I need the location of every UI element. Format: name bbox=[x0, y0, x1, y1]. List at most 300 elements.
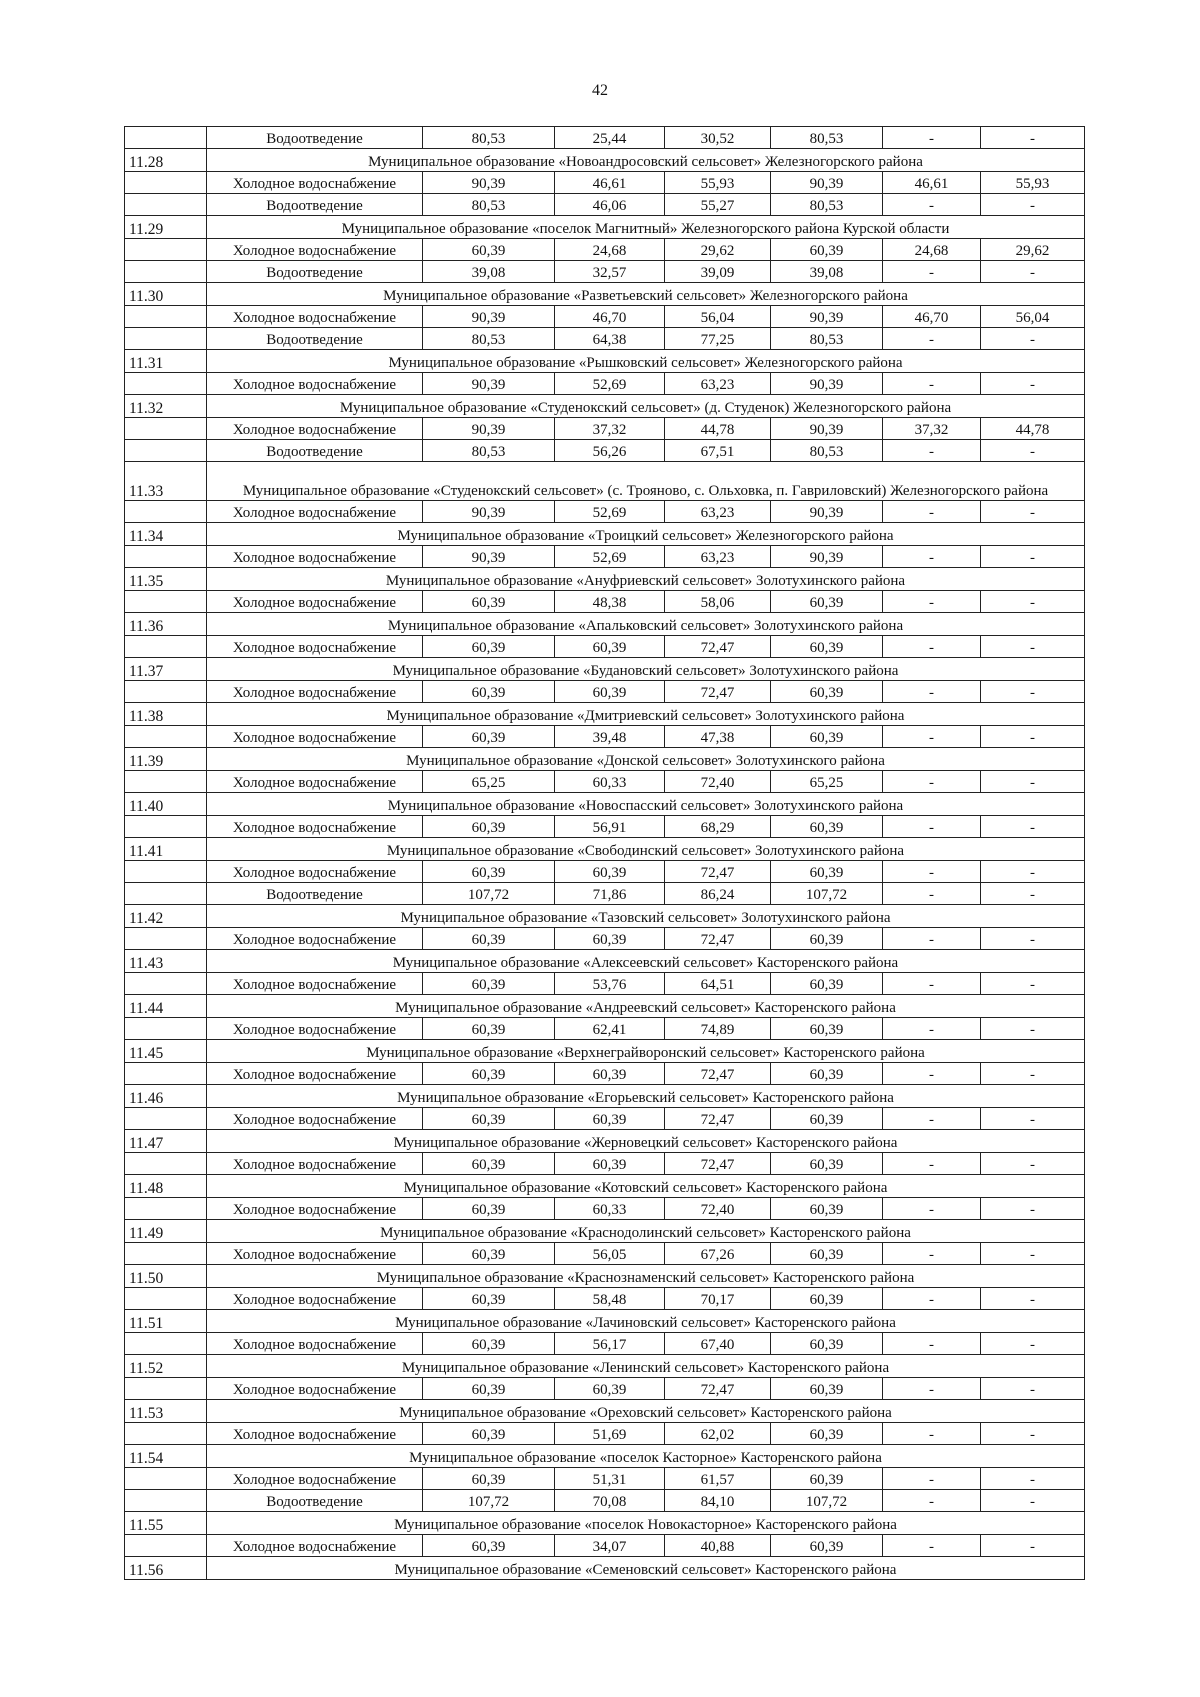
municipality-title: Муниципальное образование «Андреевский сельсовет» Касторенского района bbox=[207, 995, 1085, 1018]
tariff-value-cell: - bbox=[883, 681, 981, 703]
tariff-value-cell: 90,39 bbox=[423, 373, 555, 395]
tariff-value-cell: - bbox=[883, 1333, 981, 1355]
tariff-value-cell: 60,39 bbox=[771, 1423, 883, 1445]
tariff-value-cell: 56,17 bbox=[555, 1333, 665, 1355]
row-number: 11.38 bbox=[125, 703, 207, 726]
service-name: Холодное водоснабжение bbox=[207, 591, 423, 613]
municipality-title: Муниципальное образование «Рышковский сельсовет» Железногорского района bbox=[207, 350, 1085, 373]
municipality-title: Муниципальное образование «Алексеевский сельсовет» Касторенского района bbox=[207, 950, 1085, 973]
tariff-value-cell: - bbox=[981, 1423, 1085, 1445]
tariff-value-cell: 46,61 bbox=[883, 172, 981, 194]
tariff-value-cell: 60,39 bbox=[771, 1378, 883, 1400]
tariff-value-cell: 56,04 bbox=[981, 306, 1085, 328]
tariff-value-cell: - bbox=[883, 1198, 981, 1220]
service-name: Холодное водоснабжение bbox=[207, 1423, 423, 1445]
row-number: 11.45 bbox=[125, 1040, 207, 1063]
municipality-header-row bbox=[125, 1040, 1085, 1063]
service-row bbox=[125, 261, 1085, 283]
row-number bbox=[125, 1018, 207, 1040]
tariff-value-cell: 60,39 bbox=[771, 1468, 883, 1490]
tariff-value-cell: - bbox=[883, 127, 981, 149]
tariff-value-cell: 80,53 bbox=[771, 440, 883, 462]
tariff-value-cell: 60,39 bbox=[555, 861, 665, 883]
tariff-value-cell: 60,39 bbox=[771, 1108, 883, 1130]
municipality-title: Муниципальное образование «Донской сельсовет» Золотухинского района bbox=[207, 748, 1085, 771]
tariff-value-cell: 60,33 bbox=[555, 1198, 665, 1220]
tariff-value-cell: - bbox=[981, 1378, 1085, 1400]
row-number bbox=[125, 973, 207, 995]
tariff-value-cell: 56,26 bbox=[555, 440, 665, 462]
tariff-value-cell: - bbox=[981, 1333, 1085, 1355]
service-name: Холодное водоснабжение bbox=[207, 1535, 423, 1557]
tariff-value-cell: 67,51 bbox=[665, 440, 771, 462]
service-row bbox=[125, 1333, 1085, 1355]
tariff-value-cell: 60,39 bbox=[771, 239, 883, 261]
tariff-value-cell: - bbox=[883, 373, 981, 395]
tariff-value-cell: - bbox=[883, 1243, 981, 1265]
service-row bbox=[125, 1108, 1085, 1130]
tariff-value-cell: 60,39 bbox=[423, 636, 555, 658]
tariff-value-cell: - bbox=[981, 1108, 1085, 1130]
municipality-header-row bbox=[125, 995, 1085, 1018]
tariff-value-cell: 58,48 bbox=[555, 1288, 665, 1310]
tariff-value-cell: 29,62 bbox=[981, 239, 1085, 261]
tariff-value-cell: 60,39 bbox=[555, 1063, 665, 1085]
row-number: 11.42 bbox=[125, 905, 207, 928]
tariff-value-cell: 25,44 bbox=[555, 127, 665, 149]
municipality-header-row bbox=[125, 1265, 1085, 1288]
tariff-value-cell: - bbox=[981, 546, 1085, 568]
service-name: Холодное водоснабжение bbox=[207, 861, 423, 883]
tariff-value-cell: 84,10 bbox=[665, 1490, 771, 1512]
tariff-table-body bbox=[125, 127, 1085, 1580]
municipality-title: Муниципальное образование «Краснодолинский сельсовет» Касторенского района bbox=[207, 1220, 1085, 1243]
service-name: Водоотведение bbox=[207, 194, 423, 216]
row-number bbox=[125, 1423, 207, 1445]
service-row bbox=[125, 861, 1085, 883]
tariff-value-cell: - bbox=[883, 1535, 981, 1557]
service-name: Холодное водоснабжение bbox=[207, 771, 423, 793]
tariff-value-cell: 55,93 bbox=[981, 172, 1085, 194]
tariff-value-cell: 60,39 bbox=[423, 681, 555, 703]
tariff-value-cell: 65,25 bbox=[423, 771, 555, 793]
tariff-value-cell: - bbox=[883, 194, 981, 216]
service-row bbox=[125, 928, 1085, 950]
tariff-value-cell: 80,53 bbox=[771, 328, 883, 350]
tariff-value-cell: 60,33 bbox=[555, 771, 665, 793]
tariff-value-cell: 60,39 bbox=[423, 973, 555, 995]
service-row bbox=[125, 194, 1085, 216]
tariff-value-cell: 67,26 bbox=[665, 1243, 771, 1265]
tariff-value-cell: 37,32 bbox=[555, 418, 665, 440]
service-name: Водоотведение bbox=[207, 883, 423, 905]
tariff-value-cell: 60,39 bbox=[423, 1198, 555, 1220]
tariff-value-cell: - bbox=[981, 1288, 1085, 1310]
tariff-value-cell: 60,39 bbox=[423, 816, 555, 838]
service-name: Водоотведение bbox=[207, 261, 423, 283]
row-number bbox=[125, 636, 207, 658]
tariff-value-cell: - bbox=[981, 591, 1085, 613]
tariff-value-cell: 72,40 bbox=[665, 771, 771, 793]
tariff-value-cell: 60,39 bbox=[771, 1198, 883, 1220]
tariff-value-cell: 60,39 bbox=[423, 591, 555, 613]
row-number bbox=[125, 861, 207, 883]
municipality-header-row bbox=[125, 613, 1085, 636]
tariff-value-cell: 60,39 bbox=[423, 928, 555, 950]
tariff-value-cell: 60,39 bbox=[771, 1333, 883, 1355]
tariff-value-cell: 71,86 bbox=[555, 883, 665, 905]
service-row bbox=[125, 1535, 1085, 1557]
service-name: Холодное водоснабжение bbox=[207, 1153, 423, 1175]
row-number: 11.36 bbox=[125, 613, 207, 636]
row-number bbox=[125, 501, 207, 523]
tariff-value-cell: - bbox=[981, 861, 1085, 883]
tariff-value-cell: - bbox=[981, 1063, 1085, 1085]
service-row bbox=[125, 172, 1085, 194]
tariff-value-cell: 60,39 bbox=[555, 1108, 665, 1130]
row-number: 11.30 bbox=[125, 283, 207, 306]
municipality-header-row bbox=[125, 462, 1085, 501]
tariff-value-cell: - bbox=[981, 771, 1085, 793]
tariff-value-cell: 52,69 bbox=[555, 546, 665, 568]
service-name: Холодное водоснабжение bbox=[207, 1018, 423, 1040]
row-number bbox=[125, 1108, 207, 1130]
tariff-value-cell: - bbox=[883, 1018, 981, 1040]
tariff-value-cell: 56,04 bbox=[665, 306, 771, 328]
tariff-value-cell: 72,47 bbox=[665, 681, 771, 703]
tariff-value-cell: - bbox=[883, 1063, 981, 1085]
service-row bbox=[125, 127, 1085, 149]
service-name: Холодное водоснабжение bbox=[207, 928, 423, 950]
tariff-value-cell: - bbox=[981, 1468, 1085, 1490]
tariff-value-cell: 60,39 bbox=[555, 1153, 665, 1175]
tariff-value-cell: 90,39 bbox=[423, 172, 555, 194]
tariff-value-cell: - bbox=[981, 1198, 1085, 1220]
municipality-title: Муниципальное образование «поселок Магнитный» Железногорского района Курской области bbox=[207, 216, 1085, 239]
row-number: 11.34 bbox=[125, 523, 207, 546]
tariff-value-cell: 46,06 bbox=[555, 194, 665, 216]
tariff-value-cell: 60,39 bbox=[771, 1018, 883, 1040]
tariff-value-cell: 55,93 bbox=[665, 172, 771, 194]
tariff-value-cell: 51,69 bbox=[555, 1423, 665, 1445]
row-number bbox=[125, 1198, 207, 1220]
tariff-value-cell: 60,39 bbox=[771, 681, 883, 703]
municipality-title: Муниципальное образование «Котовский сельсовет» Касторенского района bbox=[207, 1175, 1085, 1198]
municipality-title: Муниципальное образование «поселок Касторное» Касторенского района bbox=[207, 1445, 1085, 1468]
row-number: 11.49 bbox=[125, 1220, 207, 1243]
service-name: Холодное водоснабжение bbox=[207, 1288, 423, 1310]
row-number bbox=[125, 816, 207, 838]
municipality-header-row bbox=[125, 1175, 1085, 1198]
tariff-value-cell: 70,08 bbox=[555, 1490, 665, 1512]
municipality-header-row bbox=[125, 1085, 1085, 1108]
service-row bbox=[125, 1153, 1085, 1175]
tariff-value-cell: 72,47 bbox=[665, 1378, 771, 1400]
municipality-title: Муниципальное образование «Апальковский сельсовет» Золотухинского района bbox=[207, 613, 1085, 636]
row-number bbox=[125, 591, 207, 613]
tariff-value-cell: 60,39 bbox=[771, 726, 883, 748]
municipality-title: Муниципальное образование «Тазовский сельсовет» Золотухинского района bbox=[207, 905, 1085, 928]
tariff-value-cell: 60,39 bbox=[555, 681, 665, 703]
service-name: Холодное водоснабжение bbox=[207, 1378, 423, 1400]
municipality-header-row bbox=[125, 149, 1085, 172]
row-number: 11.39 bbox=[125, 748, 207, 771]
tariff-value-cell: 51,31 bbox=[555, 1468, 665, 1490]
tariff-value-cell: 60,39 bbox=[771, 816, 883, 838]
tariff-value-cell: 60,39 bbox=[771, 1535, 883, 1557]
row-number: 11.55 bbox=[125, 1512, 207, 1535]
tariff-value-cell: - bbox=[981, 127, 1085, 149]
tariff-value-cell: - bbox=[981, 1490, 1085, 1512]
row-number: 11.37 bbox=[125, 658, 207, 681]
tariff-value-cell: - bbox=[883, 928, 981, 950]
tariff-value-cell: - bbox=[981, 928, 1085, 950]
tariff-value-cell: - bbox=[981, 501, 1085, 523]
row-number: 11.33 bbox=[125, 462, 207, 501]
municipality-title: Муниципальное образование «Студенокский сельсовет» (д. Студенок) Железногорского района bbox=[207, 395, 1085, 418]
municipality-header-row bbox=[125, 350, 1085, 373]
service-row bbox=[125, 1468, 1085, 1490]
tariff-value-cell: 72,47 bbox=[665, 1063, 771, 1085]
tariff-value-cell: 80,53 bbox=[423, 127, 555, 149]
municipality-header-row bbox=[125, 1445, 1085, 1468]
tariff-value-cell: 80,53 bbox=[423, 194, 555, 216]
row-number: 11.40 bbox=[125, 793, 207, 816]
municipality-title: Муниципальное образование «Дмитриевский сельсовет» Золотухинского района bbox=[207, 703, 1085, 726]
tariff-value-cell: 52,69 bbox=[555, 501, 665, 523]
municipality-header-row bbox=[125, 523, 1085, 546]
tariff-value-cell: 60,39 bbox=[555, 636, 665, 658]
tariff-value-cell: 58,06 bbox=[665, 591, 771, 613]
tariff-value-cell: 107,72 bbox=[771, 1490, 883, 1512]
municipality-title: Муниципальное образование «Разветьевский сельсовет» Железногорского района bbox=[207, 283, 1085, 306]
municipality-title: Муниципальное образование «поселок Новокасторное» Касторенского района bbox=[207, 1512, 1085, 1535]
municipality-title: Муниципальное образование «Новоандросовский сельсовет» Железногорского района bbox=[207, 149, 1085, 172]
tariff-value-cell: 64,38 bbox=[555, 328, 665, 350]
service-row bbox=[125, 501, 1085, 523]
tariff-value-cell: 63,23 bbox=[665, 373, 771, 395]
municipality-title: Муниципальное образование «Жерновецкий сельсовет» Касторенского района bbox=[207, 1130, 1085, 1153]
tariff-value-cell: - bbox=[981, 373, 1085, 395]
tariff-value-cell: - bbox=[981, 1153, 1085, 1175]
tariff-value-cell: 60,39 bbox=[771, 591, 883, 613]
tariff-value-cell: 62,41 bbox=[555, 1018, 665, 1040]
row-number bbox=[125, 1468, 207, 1490]
service-name: Холодное водоснабжение bbox=[207, 726, 423, 748]
tariff-value-cell: - bbox=[981, 636, 1085, 658]
tariff-value-cell: 74,89 bbox=[665, 1018, 771, 1040]
row-number: 11.41 bbox=[125, 838, 207, 861]
municipality-header-row bbox=[125, 658, 1085, 681]
service-name: Водоотведение bbox=[207, 1490, 423, 1512]
row-number bbox=[125, 239, 207, 261]
tariff-value-cell: - bbox=[981, 1018, 1085, 1040]
service-row bbox=[125, 1423, 1085, 1445]
tariff-value-cell: - bbox=[883, 1378, 981, 1400]
row-number bbox=[125, 928, 207, 950]
tariff-value-cell: 107,72 bbox=[423, 883, 555, 905]
tariff-value-cell: 90,39 bbox=[423, 546, 555, 568]
tariff-value-cell: 60,39 bbox=[771, 636, 883, 658]
row-number bbox=[125, 681, 207, 703]
row-number bbox=[125, 261, 207, 283]
service-row bbox=[125, 1490, 1085, 1512]
municipality-title: Муниципальное образование «Егорьевский сельсовет» Касторенского района bbox=[207, 1085, 1085, 1108]
service-row bbox=[125, 418, 1085, 440]
row-number bbox=[125, 1243, 207, 1265]
tariff-value-cell: 60,39 bbox=[771, 1063, 883, 1085]
tariff-value-cell: 90,39 bbox=[771, 501, 883, 523]
tariff-value-cell: 46,70 bbox=[883, 306, 981, 328]
tariff-value-cell: - bbox=[883, 816, 981, 838]
tariff-value-cell: 60,39 bbox=[423, 1063, 555, 1085]
tariff-value-cell: 64,51 bbox=[665, 973, 771, 995]
tariff-value-cell: 60,39 bbox=[771, 973, 883, 995]
tariff-table bbox=[124, 126, 1085, 1580]
municipality-title: Муниципальное образование «Ленинский сельсовет» Касторенского района bbox=[207, 1355, 1085, 1378]
tariff-value-cell: - bbox=[883, 1108, 981, 1130]
tariff-value-cell: 47,38 bbox=[665, 726, 771, 748]
row-number: 11.46 bbox=[125, 1085, 207, 1108]
row-number: 11.35 bbox=[125, 568, 207, 591]
municipality-header-row bbox=[125, 395, 1085, 418]
municipality-title: Муниципальное образование «Новоспасский сельсовет» Золотухинского района bbox=[207, 793, 1085, 816]
municipality-title: Муниципальное образование «Лачиновский сельсовет» Касторенского района bbox=[207, 1310, 1085, 1333]
service-row bbox=[125, 591, 1085, 613]
municipality-header-row bbox=[125, 1557, 1085, 1580]
row-number: 11.51 bbox=[125, 1310, 207, 1333]
municipality-header-row bbox=[125, 793, 1085, 816]
service-name: Водоотведение bbox=[207, 440, 423, 462]
service-row bbox=[125, 1018, 1085, 1040]
service-name: Водоотведение bbox=[207, 127, 423, 149]
service-name: Холодное водоснабжение bbox=[207, 1198, 423, 1220]
row-number: 11.32 bbox=[125, 395, 207, 418]
tariff-value-cell: - bbox=[883, 771, 981, 793]
row-number bbox=[125, 1333, 207, 1355]
tariff-value-cell: 34,07 bbox=[555, 1535, 665, 1557]
service-name: Холодное водоснабжение bbox=[207, 1243, 423, 1265]
service-name: Холодное водоснабжение bbox=[207, 816, 423, 838]
row-number: 11.53 bbox=[125, 1400, 207, 1423]
municipality-header-row bbox=[125, 1512, 1085, 1535]
service-name: Холодное водоснабжение bbox=[207, 1468, 423, 1490]
service-name: Холодное водоснабжение bbox=[207, 546, 423, 568]
municipality-title: Муниципальное образование «Свободинский сельсовет» Золотухинского района bbox=[207, 838, 1085, 861]
tariff-value-cell: 90,39 bbox=[423, 501, 555, 523]
row-number bbox=[125, 440, 207, 462]
tariff-value-cell: 70,17 bbox=[665, 1288, 771, 1310]
tariff-value-cell: - bbox=[981, 726, 1085, 748]
tariff-value-cell: 60,39 bbox=[771, 861, 883, 883]
tariff-value-cell: - bbox=[883, 861, 981, 883]
tariff-value-cell: 72,47 bbox=[665, 1108, 771, 1130]
tariff-value-cell: 24,68 bbox=[883, 239, 981, 261]
tariff-value-cell: 52,69 bbox=[555, 373, 665, 395]
municipality-header-row bbox=[125, 1355, 1085, 1378]
tariff-value-cell: 107,72 bbox=[423, 1490, 555, 1512]
tariff-value-cell: 107,72 bbox=[771, 883, 883, 905]
tariff-value-cell: - bbox=[981, 440, 1085, 462]
tariff-value-cell: 60,39 bbox=[423, 1108, 555, 1130]
tariff-value-cell: 44,78 bbox=[665, 418, 771, 440]
tariff-value-cell: - bbox=[883, 636, 981, 658]
municipality-header-row bbox=[125, 568, 1085, 591]
service-row bbox=[125, 1288, 1085, 1310]
tariff-value-cell: 60,39 bbox=[771, 1288, 883, 1310]
service-name: Холодное водоснабжение bbox=[207, 172, 423, 194]
row-number: 11.31 bbox=[125, 350, 207, 373]
tariff-value-cell: - bbox=[883, 501, 981, 523]
service-name: Холодное водоснабжение bbox=[207, 373, 423, 395]
tariff-value-cell: 60,39 bbox=[423, 726, 555, 748]
row-number: 11.52 bbox=[125, 1355, 207, 1378]
municipality-title: Муниципальное образование «Студенокский сельсовет» (с. Трояново, с. Ольховка, п. Гавриловский) Железногорского района bbox=[207, 462, 1085, 501]
tariff-value-cell: - bbox=[883, 1423, 981, 1445]
municipality-title: Муниципальное образование «Семеновский сельсовет» Касторенского района bbox=[207, 1557, 1085, 1580]
service-row bbox=[125, 546, 1085, 568]
tariff-value-cell: 55,27 bbox=[665, 194, 771, 216]
service-name: Холодное водоснабжение bbox=[207, 681, 423, 703]
tariff-value-cell: 39,09 bbox=[665, 261, 771, 283]
row-number bbox=[125, 328, 207, 350]
tariff-value-cell: 60,39 bbox=[771, 1153, 883, 1175]
service-name: Холодное водоснабжение bbox=[207, 1333, 423, 1355]
municipality-header-row bbox=[125, 905, 1085, 928]
tariff-value-cell: 60,39 bbox=[423, 1018, 555, 1040]
row-number bbox=[125, 373, 207, 395]
service-row bbox=[125, 1243, 1085, 1265]
service-name: Холодное водоснабжение bbox=[207, 973, 423, 995]
service-row bbox=[125, 681, 1085, 703]
tariff-value-cell: 60,39 bbox=[423, 861, 555, 883]
tariff-value-cell: 60,39 bbox=[423, 1333, 555, 1355]
row-number bbox=[125, 306, 207, 328]
municipality-title: Муниципальное образование «Будановский сельсовет» Золотухинского района bbox=[207, 658, 1085, 681]
row-number bbox=[125, 546, 207, 568]
tariff-value-cell: 60,39 bbox=[555, 928, 665, 950]
tariff-value-cell: - bbox=[883, 1468, 981, 1490]
service-row bbox=[125, 726, 1085, 748]
service-name: Холодное водоснабжение bbox=[207, 636, 423, 658]
tariff-value-cell: - bbox=[981, 1535, 1085, 1557]
tariff-value-cell: 56,91 bbox=[555, 816, 665, 838]
tariff-value-cell: 60,39 bbox=[423, 1243, 555, 1265]
municipality-header-row bbox=[125, 283, 1085, 306]
tariff-value-cell: - bbox=[981, 816, 1085, 838]
municipality-header-row bbox=[125, 703, 1085, 726]
tariff-value-cell: 68,29 bbox=[665, 816, 771, 838]
tariff-value-cell: 60,39 bbox=[555, 1378, 665, 1400]
service-row bbox=[125, 771, 1085, 793]
tariff-value-cell: 37,32 bbox=[883, 418, 981, 440]
service-name: Холодное водоснабжение bbox=[207, 418, 423, 440]
tariff-value-cell: 90,39 bbox=[771, 546, 883, 568]
row-number bbox=[125, 1490, 207, 1512]
service-row bbox=[125, 1198, 1085, 1220]
row-number: 11.28 bbox=[125, 149, 207, 172]
tariff-value-cell: - bbox=[883, 973, 981, 995]
tariff-value-cell: - bbox=[981, 883, 1085, 905]
tariff-value-cell: 29,62 bbox=[665, 239, 771, 261]
tariff-value-cell: 72,40 bbox=[665, 1198, 771, 1220]
tariff-value-cell: - bbox=[981, 328, 1085, 350]
tariff-value-cell: 60,39 bbox=[423, 239, 555, 261]
tariff-value-cell: 72,47 bbox=[665, 861, 771, 883]
municipality-header-row bbox=[125, 1400, 1085, 1423]
municipality-header-row bbox=[125, 838, 1085, 861]
service-row bbox=[125, 306, 1085, 328]
